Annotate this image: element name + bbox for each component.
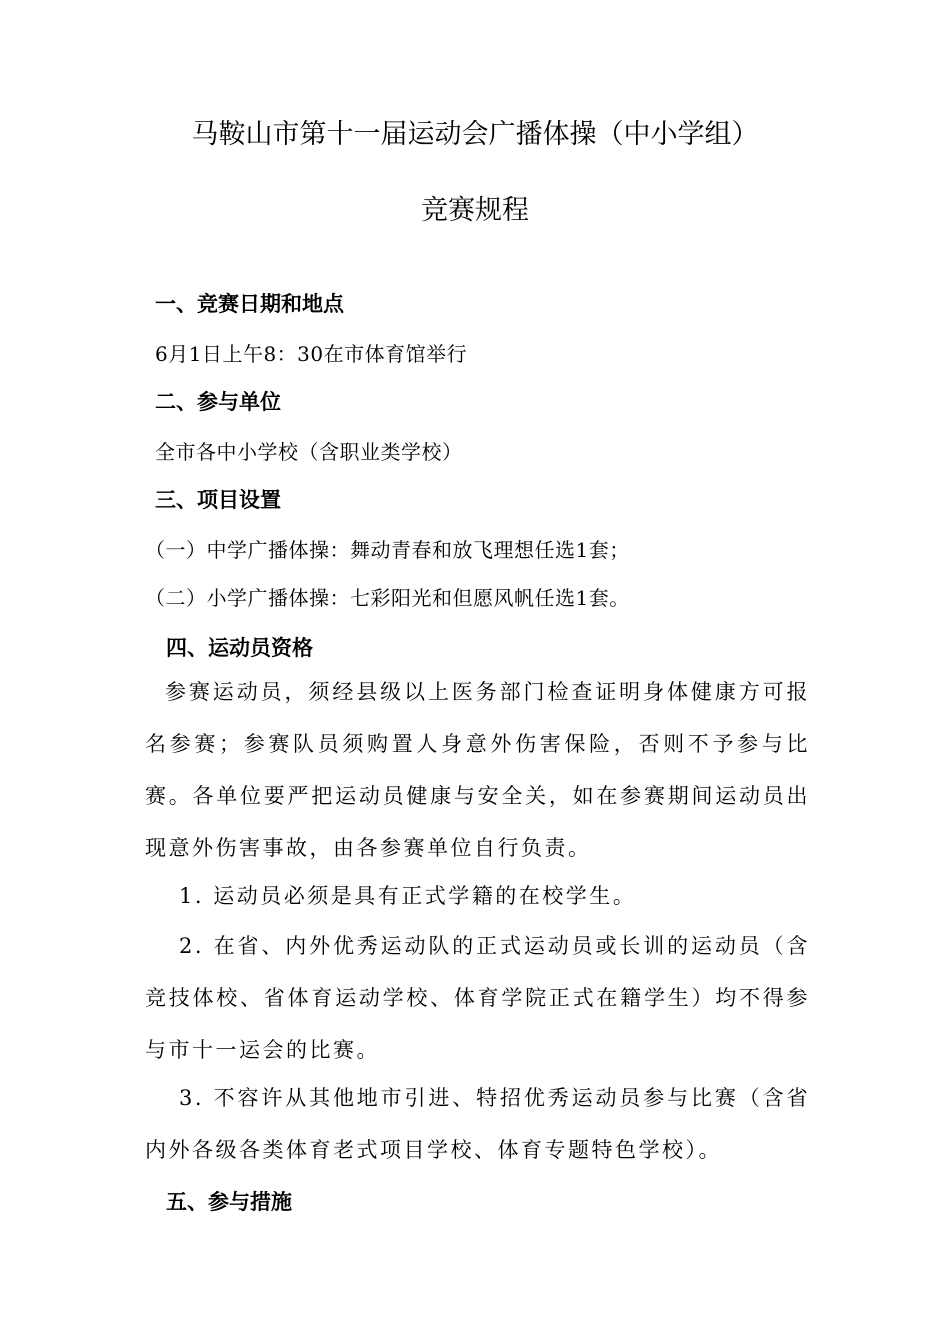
event-item-middle-school: （一）中学广播体操：舞动青春和放飞理想任选1套； [145,538,630,562]
event-item-primary-school: （二）小学广播体操：七彩阳光和但愿风帆任选1套。 [145,586,630,610]
eligibility-intro-paragraph: 参赛运动员，须经县级以上医务部门检查证明身体健康方可报名参赛；参赛队员须购置人身意外伤害保险，否则不予参与比赛。各单位要严把运动员健康与安全关，如在参赛期间运动员出现意外伤害事故，由各参赛单位自行负责。 [145,680,810,860]
section-heading-measures: 五、参与措施 [166,1190,292,1214]
document-subtitle: 竞赛规程 [421,195,529,226]
document-title: 马鞍山市第十一届运动会广播体操（中小学组） [191,119,759,150]
section-heading-events: 三、项目设置 [155,488,281,512]
eligibility-rule-1: 1. 运动员必须是具有正式学籍的在校学生。 [179,884,637,908]
section-heading-eligibility: 四、运动员资格 [166,636,313,660]
section-text-participants: 全市各中小学校（含职业类学校） [155,440,463,464]
eligibility-rule-3: 3. 不容许从其他地市引进、特招优秀运动员参与比赛（含省内外各级各类体育老式项目学校、体育专题特色学校）。 [145,1086,810,1162]
section-heading-dates: 一、竞赛日期和地点 [155,292,344,316]
section-heading-participants: 二、参与单位 [155,390,281,414]
section-text-dates: 6月1日上午8：30在市体育馆举行 [155,342,468,366]
eligibility-rule-2: 2. 在省、内外优秀运动队的正式运动员或长训的运动员（含竞技体校、省体育运动学校、体育学院正式在籍学生）均不得参与市十一运会的比赛。 [145,934,810,1062]
